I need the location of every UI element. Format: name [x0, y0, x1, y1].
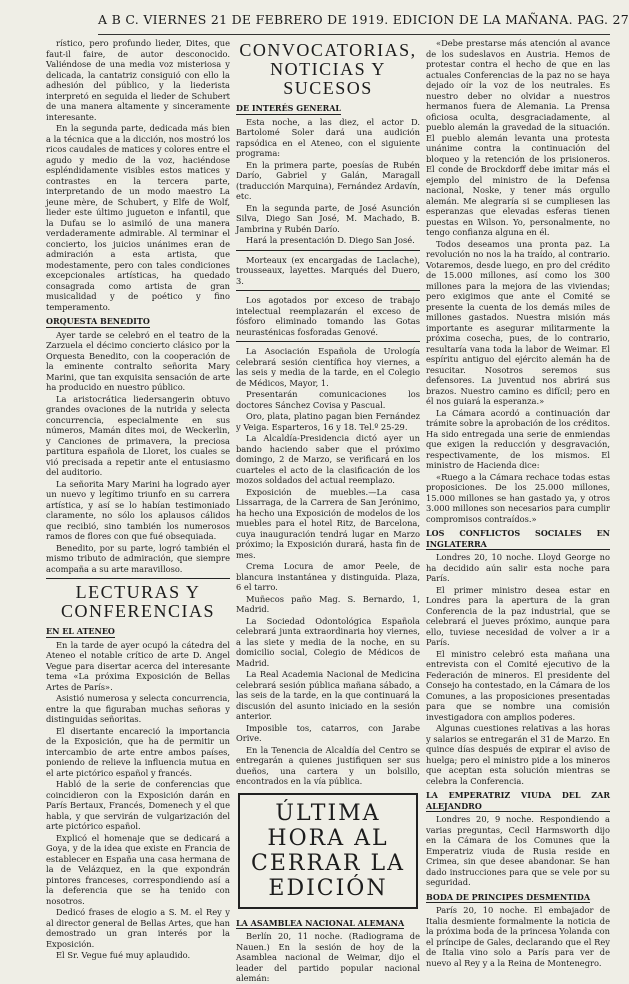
section-title-convocatorias: CONVOCATORIAS, NOTICIAS Y SUCESOS: [239, 40, 417, 98]
paragraph: Dedicó frases de elogio a S. M. el Rey y al director general de Bellas Artes, que han demostrado un gran interés por la Exposición.: [46, 907, 230, 949]
paragraph: Explicó el homenaje que se dedicará a Goya, y de la idea que existe en Francia de establecer en España una casa hermana de la de Velázquez, en la que expondrán pintores franceses, correspondiendo así a la deferencia que se ha tenido con nosotros.: [46, 832, 230, 906]
subheading-emperatriz: LA EMPERATRIZ VIUDA DEL ZAR ALEJANDRO: [426, 790, 610, 811]
paragraph: El ministro celebró esta mañana una entrevista con el Comité ejecutivo de la Federación de mineros. El presidente del Consejo ha contestado, en la Cámara de los Comunes, a las proposiciones presentadas para que se nombre una comisión investigadora con amplios poderes.: [426, 648, 610, 722]
news-item: Crema Locura de amor Peele, de blancura instantánea y distinguida. Plaza, 6 el tarro.: [236, 561, 420, 592]
news-item: La Sociedad Odontológica Española celebrará junta extraordinaria hoy viernes, a las siete y media de la noche, en su domicilio social, Colegio de Médicos de Madrid.: [236, 615, 420, 668]
advert: Los agotados por exceso de trabajo intelectual reemplazarán el exceso de fósforo eliminado tomando las Gotas neurasténicas fosforadas Genové.: [236, 295, 420, 337]
news-item: La Real Academia Nacional de Medicina celebrará sesión pública mañana sábado, a las seis de la tarde, en la que continuará la discusión del asunto iniciado en la sesión anterior.: [236, 669, 420, 721]
paragraph: Londres 20, 9 noche. Respondiendo a varias preguntas, Cecil Harmsworth dijo en la Cámara de los Comunes que la Emperatriz viuda de Rusia reside en Crimea, sin que desee abandonar. Se han dado instrucciones para que se vele por su seguridad.: [426, 814, 610, 887]
paragraph: Hará la presentación D. Diego San José.: [246, 235, 415, 245]
masthead-text: A B C. VIERNES 21 DE FEBRERO DE 1919. EDICION DE LA MAÑANA. PAG. 27: [98, 12, 629, 27]
column-2: [236, 38, 420, 983]
ultima-hora-banner: ÚLTIMA HORA AL CERRAR LA EDICIÓN: [238, 793, 418, 909]
news-item: Muñecos paño Mag. S. Bernardo, 1, Madrid.: [236, 593, 420, 614]
subheading-interes: DE INTERÉS GENERAL: [236, 103, 342, 113]
column-3: [426, 38, 610, 968]
divider: [236, 341, 420, 342]
paragraph: Berlín 20, 11 noche. (Radiograma de Nauen.) En la sesión de hoy de la Asamblea nacional de Weimar, dijo el leader del partido popular nacional alemán:: [236, 931, 420, 983]
paragraph: Ayer tarde se celebró en el teatro de la Zarzuela el décimo concierto clásico por la Orquesta Benedito, con la cooperación de la eminente contralto señorita Mary Marini, que tan exquisita sensación de arte ha producido en nuestro público.: [46, 329, 230, 392]
divider: [236, 290, 420, 291]
news-item: Presentarán comunicaciones los doctores Sánchez Covisa y Pascual.: [236, 389, 420, 410]
paragraph: Benedito, por su parte, logró también el mismo tributo de admiración, que siempre acompaña a su arte maravilloso.: [46, 542, 230, 574]
advert: Morteaux (ex encargadas de Laclache), trousseaux, layettes. Marqués del Duero, 3.: [236, 254, 420, 286]
column-1: [46, 38, 230, 960]
news-item: En la Tenencia de Alcaldía del Centro se entregarán a quienes justifiquen ser sus dueños, una cartera y un bolsillo, encontrados en la vía pública.: [236, 744, 420, 786]
paragraph: En la primera parte, poesías de Rubén Darío, Gabriel y Galán, Maragall (traducción Marquina), Fernández Ardavín, etc.: [236, 159, 420, 201]
paragraph: Esta noche, a las diez, el actor D. Bartolomé Soler dará una audición rapsódica en el Ateneo, con el siguiente programa:: [236, 116, 420, 158]
news-item: La Alcaldía-Presidencia dictó ayer un bando haciendo saber que el próximo domingo, 2 de Marzo, se verificará en los cuarteles el acto de la clasificación de los mozos soldados del actual reemplazo.: [236, 433, 420, 485]
subheading-asamblea: LA ASAMBLEA NACIONAL ALEMANA: [236, 917, 405, 928]
paragraph: En la segunda parte, de José Asunción Silva, Diego San José, M. Machado, B. Jambrina y Rubén Darío.: [236, 202, 420, 234]
paragraph: La Cámara acordó a continuación dar trámite sobre la aprobación de los créditos. Ha sido entregada una serie de enmiendas que exigen la reducción y desgravación, respectivamente, de los mismos. El ministro de Hacienda dice:: [426, 407, 610, 470]
subheading-boda: BODA DE PRINCIPES DESMENTIDA: [426, 891, 591, 902]
news-item: La Asociación Española de Urología celebrará sesión científica hoy viernes, a las seis y media de la tarde, en el Colegio de Médicos, Mayor, 1.: [236, 346, 420, 388]
paragraph: Londres 20, 10 noche. Lloyd George no ha decidido aún salir esta noche para París.: [426, 552, 610, 583]
paragraph: El disertante encareció la importancia de la Exposición, que ha de permitir un intercambio de arte entre ambos países, poniendo de relieve la influencia mutua en el arte pictórico español y francés.: [46, 725, 230, 778]
paragraph: París 20, 10 noche. El embajador de Italia desmiente formalmente la noticia de la próxima boda de la princesa Yolanda con el príncipe de Gales, declarando que el Rey de Italia vino solo a París para ver de nuevo al Rey y a la Reina de Montenegro.: [426, 905, 610, 968]
paragraph: Todos deseamos una pronta paz. La revolución no nos la ha traído, al contrario. Votaremos, desde luego, en pro del crédito de 15.000 millones, así como los 300 millones para la mejora de las viviendas; pero exigimos que ante el Comité se presente la cuenta de los demás miles de millones gastados. Nuestra misión más importante es asegurar militarmente la próxima cosecha, pues, de lo contrario, resultaría vana toda la labor de Weimar. El espíritu antiguo del ejército alemán ha de resucitar. Nosotros seremos sus defensores. La juventud nos abrirá sus brazos. Nuestro camino es difícil; pero en él nos guiará la esperanza.»: [426, 238, 610, 406]
paragraph: El primer ministro desea estar en Londres para la apertura de la gran Conferencia de la paz industrial, que se celebrará el jueves próximo, aunque para ello, tuviese necesidad de volver a ir a París.: [426, 584, 610, 647]
paragraph: rístico, pero profundo lieder, Dites, que faut-il faire, de autor desconocido. Valiéndose de una media voz misteriosa y delicada, la cantatriz consiguió con ello la adhesión del público, y la liederista interpretó en seguida el lieder de Schubert de una manera altamente y sinceramente interesante.: [46, 38, 230, 122]
divider: [236, 250, 420, 251]
news-item: Imposible tos, catarros, con Jarabe Orive.: [236, 722, 420, 743]
subheading-ateneo: EN EL ATENEO: [46, 626, 115, 636]
paragraph: En la tarde de ayer ocupó la cátedra del Ateneo el notable crítico de arte D. Angel Vegue para disertar acerca del interesante tema «La próxima Exposición de Bellas Artes de París».: [46, 639, 230, 692]
divider: [46, 578, 230, 579]
paragraph: La aristocrática liedersangerin obtuvo grandes ovaciones de la nutrida y selecta concurrencia, especialmente en sus números, Mamán dites moi, de Weckerlin, y Canciones de primavera, la preciosa partitura española de Lloret, los cuales se vió precisada a repetir ante el entusiasmo del auditorio.: [46, 393, 230, 477]
news-item: Exposición de muebles.—La casa Lissarraga, de la Carrera de San Jerónimo, ha hecho una Exposición de modelos de los muebles para el hotel Ritz, de Barcelona, cuya inauguración tendrá lugar en Marzo próximo; la Exposición durará, hasta fin de mes.: [236, 486, 420, 560]
paragraph: Algunas cuestiones relativas a las horas y salarios se entregarán el 31 de Marzo. En quince días después de expirar el aviso de huelga; pero el ministro pide a los mineros que aceptan esta solución mientras se celebra la Conferencia.: [426, 723, 610, 786]
paragraph: Habló de la serie de conferencias que coincidieron con la Exposición darán en París Bertaux, Francés, Domenech y el que habla, y que servirán de vulgarización del arte pictórico español.: [46, 779, 230, 831]
paragraph: «Ruego a la Cámara rechace todas estas proposiciones. De los 25.000 millones, 15.000 millones se han gastado ya, y otros 3.000 millones son necesarios para cumplir compromisos contraídos.»: [426, 471, 610, 524]
paragraph: La señorita Mary Marini ha logrado ayer un nuevo y legítimo triunfo en su carrera artística, y así se lo habían testimoniado claramente, no sólo los aplausos cálidos que recibió, sino también los numerosos ramos de flores con que fué obsequiada.: [46, 478, 230, 541]
subheading-conflictos: LOS CONFLICTOS SOCIALES EN INGLATERRA: [426, 528, 610, 549]
paragraph: El Sr. Vegue fué muy aplaudido.: [56, 950, 191, 960]
subheading-orquesta: ORQUESTA BENEDITO: [46, 316, 150, 326]
paragraph: «Debe prestarse más atención al avance de los sudeslavos en Austria. Hemos de protestar contra el hecho de que en las actuales Conferencias de la paz no se haya dejado oír la voz de los neutrales. Es nuestro deber no olvidar a nuestros hermanos fuera de Alemania. La Prensa oficiosa oculta, desgraciadamente, al pueblo alemán la gravedad de la situación. El pueblo alemán levanta una protesta unánime contra la continuación del bloqueo y la retención de los prisioneros. El conde de Brockdorff debe imitar más el ejemplo del ministro de la Defensa nacional, Noske, y tener más orgullo alemán. Me alegraría si se cumpliesen las esperanzas que elevadas esferas tienen puestas en Wilson. Yo, personalmente, no tengo confianza alguna en él.: [426, 38, 610, 237]
masthead: [98, 6, 629, 35]
paragraph: Asistió numerosa y selecta concurrencia, entre la que figuraban muchas señoras y distinguidas señoritas.: [46, 693, 230, 724]
news-item: Oro, plata, platino pagan bien Fernández y Veiga. Esparteros, 16 y 18. Tel.º 25-29.: [236, 411, 420, 432]
section-title-lecturas: LECTURAS Y CONFERENCIAS: [60, 582, 216, 621]
paragraph: En la segunda parte, dedicada más bien a la técnica que a la dicción, nos mostró los ricos caudales de matices y colores entre el agudo y medio de la voz, haciéndose espléndidamente visibles estos matices y contrastes en la tercera parte, interpretando de un modo maestro La jeune mère, de Schubert, y Elfe de Wolf, lieder este último jugueton e infantil, que la Dufau se lo asimiló de una manera verdaderamente admirable. Al terminar el concierto, los juicios unánimes eran de admiración a esta artista, que modestamente, pero con tales condiciones excepcionales artísticas, ha quedado consagrada como artista de gran musicalidad y de poético y fino temperamento.: [46, 123, 230, 312]
